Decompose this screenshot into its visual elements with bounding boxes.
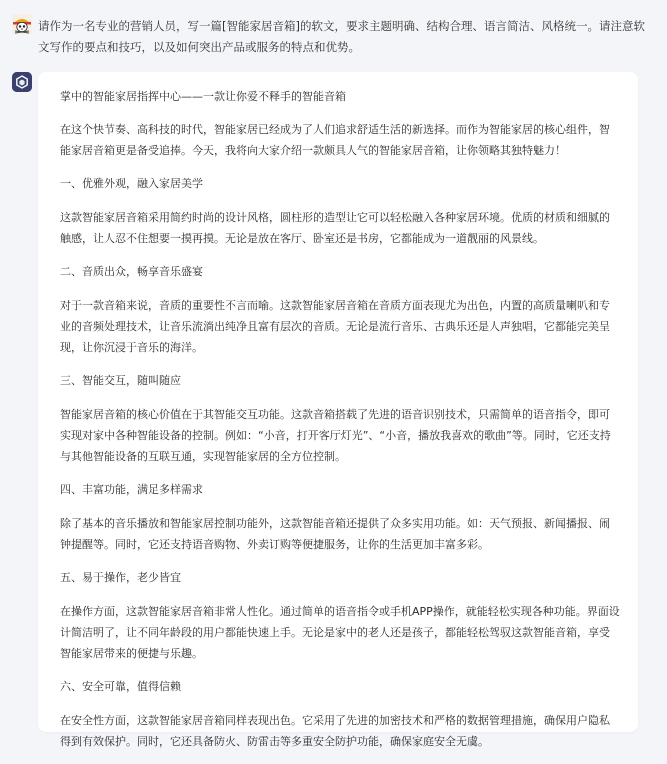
assistant-logo-icon [12,72,32,92]
section-heading: 五、易于操作，老少皆宜 [60,571,181,584]
section-body: 对于一款音箱来说，音质的重要性不言而喻。这款智能家居音箱在音质方面表现尤为出色，内置的高质量喇叭和专业的音频处理技术，让音乐流淌出纯净且富有层次的音质。无论是流行音乐、古典乐还是人声独唱，它都能完美呈现，让你沉浸于音乐的海洋。 [60,299,610,354]
section-body: 除了基本的音乐播放和智能家居控制功能外，这款智能音箱还提供了众多实用功能。如：天气预报、新闻播报、闹钟提醒等。同时，它还支持语音购物、外卖订购等便捷服务，让你的生活更加丰富多彩。 [60,517,610,551]
section-heading: 二、音质出众，畅享音乐盛宴 [60,265,203,278]
section-body: 智能家居音箱的核心价值在于其智能交互功能。这款音箱搭载了先进的语音识别技术，只需简单的语音指令，即可实现对家中各种智能设备的控制。例如：“小音，打开客厅灯光”、“小音，播放我喜欢的歌曲”等。同时，它还支持与其他智能设备的互联互通，实现智能家居的全方位控制。 [60,408,611,463]
assistant-response-content [60,86,620,764]
section-heading: 一、优雅外观，融入家居美学 [60,177,203,190]
article-intro: 在这个快节奏、高科技的时代，智能家居已经成为了人们追求舒适生活的新选择。而作为智能家居的核心组件，智能家居音箱更是备受追捧。今天，我将向大家介绍一款颇具人气的智能家居音箱，让你领略其独特魅力！ [60,123,610,157]
section-heading: 六、安全可靠，值得信赖 [60,680,181,693]
section-heading: 三、智能交互，随叫随应 [60,374,181,387]
pirate-skull-avatar-icon [12,14,32,34]
section-body: 在操作方面，这款智能家居音箱非常人性化。通过简单的语音指令或手机APP操作，就能轻松实现各种功能。界面设计简洁明了，让不同年龄段的用户都能快速上手。无论是家中的老人还是孩子，都能轻松驾驭这款智能音箱，享受智能家居带来的便捷与乐趣。 [60,605,620,660]
section-body: 这款智能家居音箱采用简约时尚的设计风格，圆柱形的造型让它可以轻松融入各种家居环境。优质的材质和细腻的触感，让人忍不住想要一摸再摸。无论是放在客厅、卧室还是书房，它都能成为一道靓丽的风景线。 [60,211,610,245]
user-message [0,0,667,66]
section-heading: 四、丰富功能，满足多样需求 [60,483,203,496]
assistant-response-bubble [38,72,638,748]
section-body: 在安全性方面，这款智能家居音箱同样表现出色。它采用了先进的加密技术和严格的数据管理措施，确保用户隐私得到有效保护。同时，它还具备防火、防雷击等多重安全防护功能，确保家庭安全无虞。 [60,714,610,748]
user-prompt-text: 请作为一名专业的营销人员，写一篇[智能家居音箱]的软文，要求主题明确、结构合理、语言简洁、风格统一。请注意软文写作的要点和技巧，以及如何突出产品或服务的特点和优势。 [38,19,645,54]
article-title: 掌中的智能家居指挥中心——一款让你爱不释手的智能音箱 [60,90,346,103]
